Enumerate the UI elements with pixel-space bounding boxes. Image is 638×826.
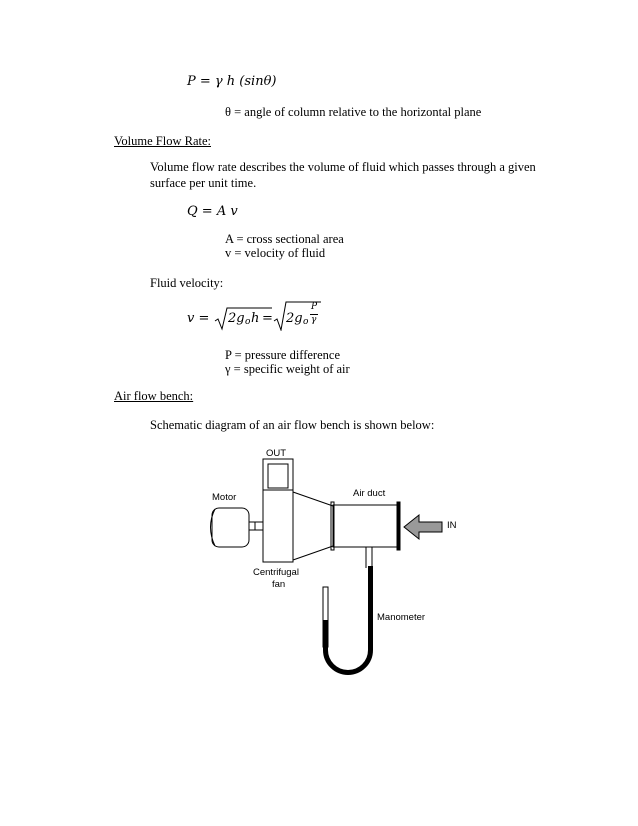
manometer-label: Manometer (377, 612, 426, 623)
centrifugal-fan (263, 490, 293, 562)
schematic-intro: Schematic diagram of an air flow bench is shown below: (150, 418, 435, 432)
air-flow-bench-heading: Air flow bench: (114, 389, 194, 403)
motor-shaft (249, 522, 263, 530)
fan-label-2: fan (272, 579, 286, 590)
volume-flow-description: Volume flow rate describes the volume of fluid which passes through a given surface per unit time. (150, 160, 536, 190)
in-label: IN (447, 520, 457, 531)
velocity-definition: v = velocity of fluid (225, 246, 326, 260)
inlet-arrow (404, 515, 442, 539)
air-duct-label: Air duct (353, 488, 386, 499)
air-duct (333, 505, 398, 547)
duct-flange-right (397, 502, 400, 550)
pressure-difference-definition: P = pressure difference (225, 348, 340, 362)
volume-flow-heading: Volume Flow Rate: (114, 134, 211, 148)
specific-weight-definition: γ = specific weight of air (225, 362, 350, 376)
outlet-inner (268, 464, 288, 488)
manometer-fluid (326, 566, 371, 673)
motor-body (212, 508, 249, 547)
motor-label: Motor (212, 492, 237, 503)
fan-label-1: Centrifugal (253, 567, 299, 578)
pressure-equation: P = γ h (sinθ) (187, 74, 277, 89)
flow-equation: Q = A v (187, 204, 238, 219)
out-label: OUT (266, 448, 287, 459)
fluid-velocity-label: Fluid velocity: (150, 276, 224, 290)
transition-cone (293, 492, 333, 560)
velocity-equation: v = 2g o h = 2g o P γ (187, 304, 317, 334)
area-definition: A = cross sectional area (225, 232, 344, 246)
theta-definition: θ = angle of column relative to the horizontal plane (225, 105, 482, 119)
